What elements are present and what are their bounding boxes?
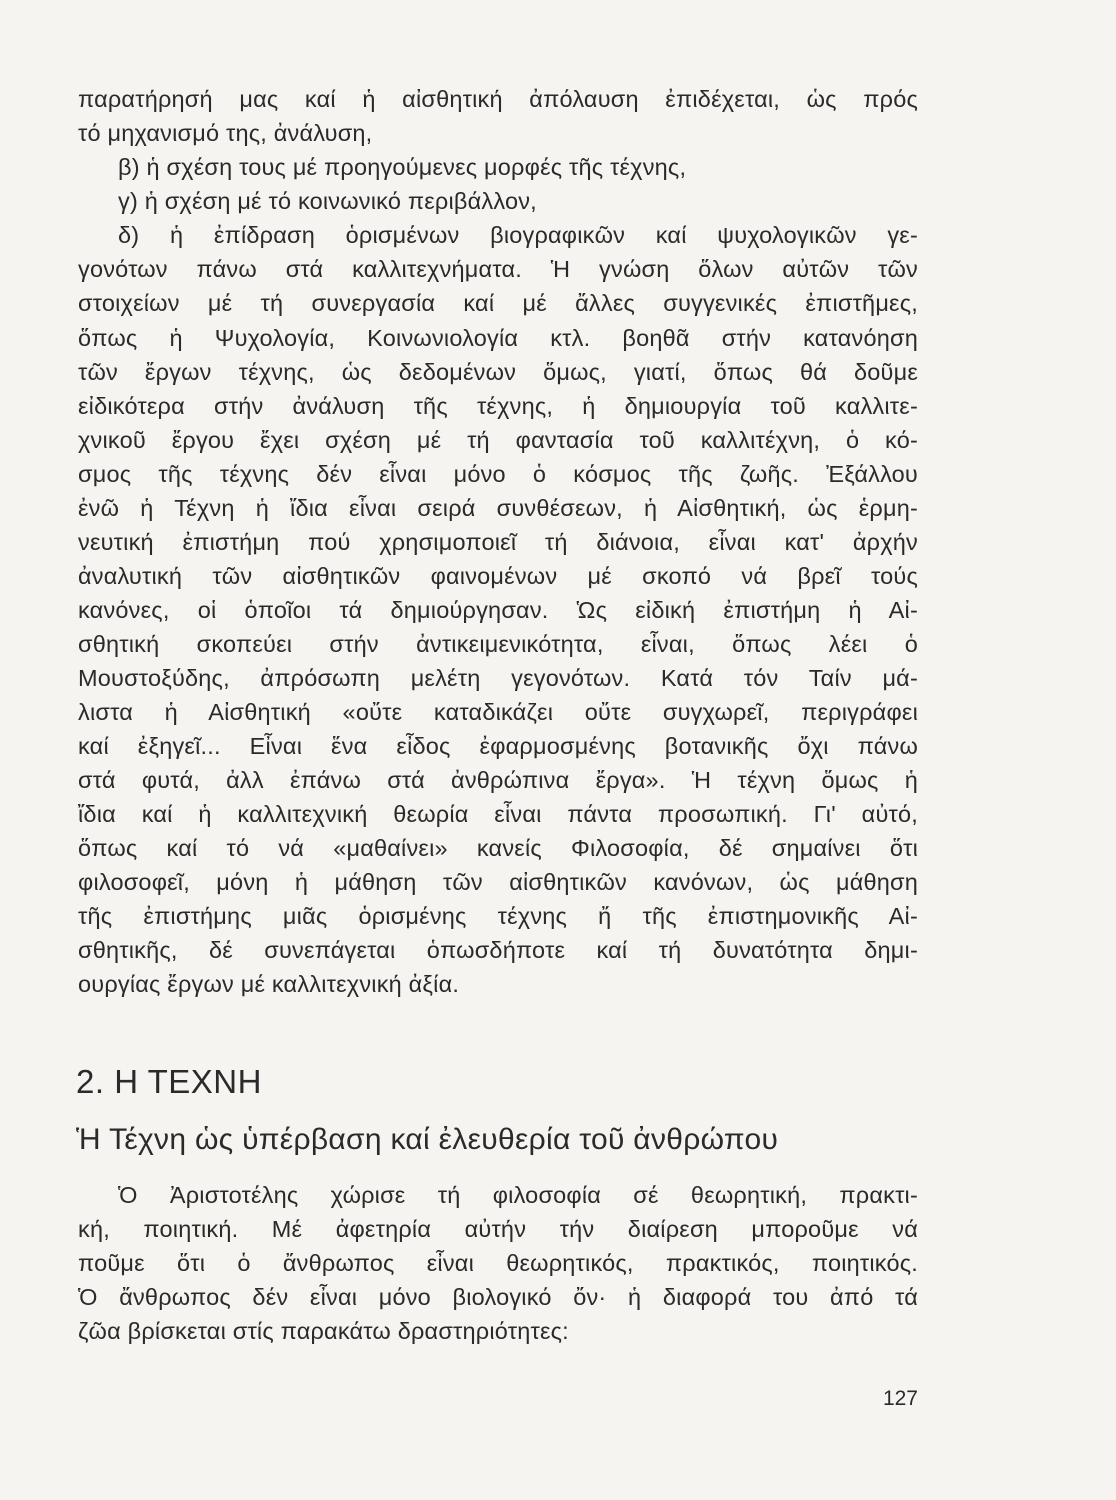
body-text-line: ἀναλυτική τῶν αἰσθητικῶν φαινομένων μέ σκοπό νά βρεῖ τούς	[78, 563, 918, 589]
body-text-line: χνικοῦ ἔργου ἔχει σχέση μέ τή φαντασία τοῦ καλλιτέχνη, ὁ κό-	[78, 427, 918, 453]
body-text-line: σθητικῆς, δέ συνεπάγεται ὁπωσδήποτε καί τή δυνατότητα δημι-	[78, 937, 918, 963]
body-text-line: ὅπως ἡ Ψυχολογία, Κοινωνιολογία κτλ. βοηθᾶ στήν κατανόηση	[78, 325, 918, 351]
body-text-line: φιλοσοφεῖ, μόνη ἡ μάθηση τῶν αἰσθητικῶν κανόνων, ὡς μάθηση	[78, 869, 918, 895]
body-text-line: ὅπως καί τό νά «μαθαίνει» κανείς Φιλοσοφία, δέ σημαίνει ὅτι	[78, 835, 918, 861]
section-heading: 2. Η ΤΕΧΝΗ	[76, 1063, 262, 1100]
body-text-line: ποῦμε ὅτι ὁ ἄνθρωπος εἶναι θεωρητικός, πρακτικός, ποιητικός.	[78, 1250, 918, 1276]
body-text-line: στά φυτά, ἀλλ ἐπάνω στά ἀνθρώπινα ἔργα». Ἡ τέχνη ὅμως ἡ	[78, 767, 918, 793]
list-item-delta: δ) ἡ ἐπίδραση ὁρισμένων βιογραφικῶν καί ψυχολογικῶν γε-	[118, 222, 918, 248]
body-text-line: Ὁ ἄνθρωπος δέν εἶναι μόνο βιολογικό ὄν· ἡ διαφορά του ἀπό τά	[78, 1284, 918, 1310]
body-text-line: στοιχείων μέ τή συνεργασία καί μέ ἄλλες συγγενικές ἐπιστῆμες,	[78, 290, 918, 316]
body-text-line: ζῶα βρίσκεται στίς παρακάτω δραστηριότητες:	[78, 1318, 569, 1344]
body-text-line: εἰδικότερα στήν ἀνάλυση τῆς τέχνης, ἡ δημιουργία τοῦ καλλιτε-	[78, 393, 918, 419]
body-text-line: κή, ποιητική. Μέ ἀφετηρία αὐτήν τήν διαίρεση μποροῦμε νά	[78, 1216, 918, 1242]
body-text-line: καί ἐξηγεῖ... Εἶναι ἕνα εἶδος ἐφαρμοσμένης βοτανικῆς ὄχι πάνω	[78, 733, 918, 759]
body-text-line: παρατήρησή μας καί ἡ αἰσθητική ἀπόλαυση ἐπιδέχεται, ὡς πρός	[78, 86, 918, 112]
body-text-line: κανόνες, οἱ ὁποῖοι τά δημιούργησαν. Ὡς εἰδική ἐπιστήμη ἡ Αἰ-	[78, 597, 918, 623]
body-text-line: Μουστοξύδης, ἀπρόσωπη μελέτη γεγονότων. Κατά τόν Ταίν μά-	[78, 665, 918, 691]
page-number: 127	[882, 1387, 918, 1410]
body-text-line: τῆς ἐπιστήμης μιᾶς ὁρισμένης τέχνης ἤ τῆς ἐπιστημονικῆς Αἰ-	[78, 903, 918, 929]
list-item-beta: β) ἡ σχέση τους μέ προηγούμενες μορφές τῆς τέχνης,	[118, 154, 687, 180]
body-text-line: ἴδια καί ἡ καλλιτεχνική θεωρία εἶναι πάντα προσωπική. Γι' αὐτό,	[78, 801, 918, 827]
body-text-line: ἐνῶ ἡ Τέχνη ἡ ἴδια εἶναι σειρά συνθέσεων, ἡ Αἰσθητική, ὡς ἑρμη-	[78, 495, 918, 521]
sub-heading: Ἡ Τέχνη ὡς ὑπέρβαση καί ἐλευθερία τοῦ ἀνθρώπου	[76, 1123, 779, 1156]
body-text-line: σμος τῆς τέχνης δέν εἶναι μόνο ὁ κόσμος τῆς ζωῆς. Ἐξάλλου	[78, 461, 918, 487]
body-text-line: γονότων πάνω στά καλλιτεχνήματα. Ἡ γνώση ὅλων αὐτῶν τῶν	[78, 256, 918, 282]
body-text-line: τό μηχανισμό της, ἀνάλυση,	[78, 120, 373, 146]
body-text-line: σθητική σκοπεύει στήν ἀντικειμενικότητα, εἶναι, ὅπως λέει ὁ	[78, 631, 918, 657]
list-item-gamma: γ) ἡ σχέση μέ τό κοινωνικό περιβάλλον,	[118, 188, 537, 214]
body-text-line: ουργίας ἔργων μέ καλλιτεχνική ἀξία.	[78, 971, 460, 997]
body-text-line: τῶν ἔργων τέχνης, ὡς δεδομένων ὅμως, γιατί, ὅπως θά δοῦμε	[78, 359, 918, 385]
body-text-line: Ὁ Ἀριστοτέλης χώρισε τή φιλοσοφία σέ θεωρητική, πρακτι-	[118, 1182, 918, 1208]
body-text-line: νευτική ἐπιστήμη πού χρησιμοποιεῖ τή διάνοια, εἶναι κατ' ἀρχήν	[78, 529, 918, 555]
body-text-line: λιστα ἡ Αἰσθητική «οὔτε καταδικάζει οὔτε συγχωρεῖ, περιγράφει	[78, 699, 918, 725]
